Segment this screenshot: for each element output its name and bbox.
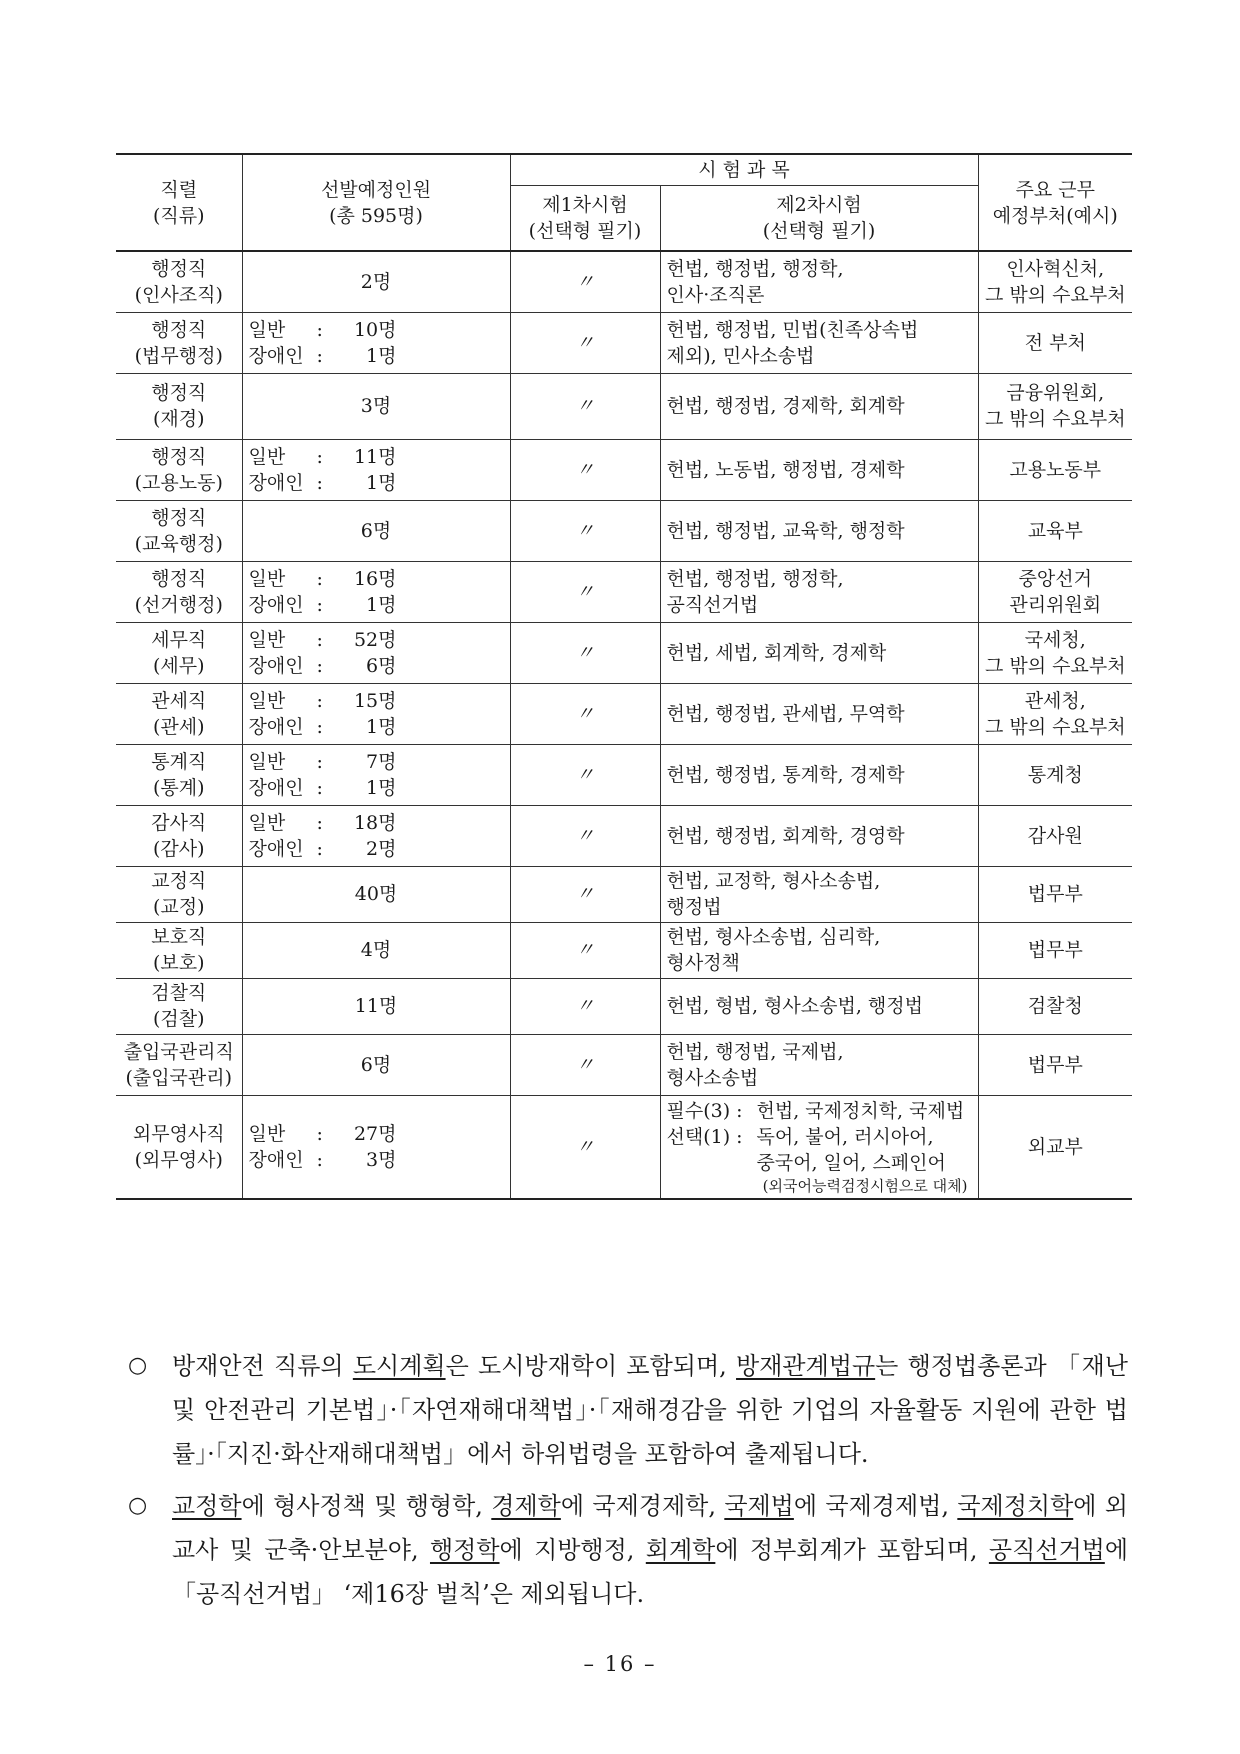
notes-section bbox=[128, 1344, 1128, 1624]
exam-subjects-table bbox=[116, 153, 1132, 1200]
first-exam-cell: 〃 bbox=[510, 683, 660, 744]
quota-cell: 일반 : 27명 장애인 : 3명 bbox=[242, 1095, 510, 1199]
job-cell: 관세직 (관세) bbox=[116, 683, 242, 744]
quota-cell: 11명 bbox=[242, 978, 510, 1034]
department-cell: 인사혁신처, 그 밖의 수요부처 bbox=[978, 251, 1132, 312]
header-quota: 선발예정인원 (총 595명) bbox=[242, 154, 510, 251]
second-exam-cell: 헌법, 형법, 형사소송법, 행정법 bbox=[660, 978, 978, 1034]
table-row bbox=[116, 805, 1132, 866]
quota-cell: 4명 bbox=[242, 922, 510, 978]
second-exam-cell: 헌법, 세법, 회계학, 경제학 bbox=[660, 622, 978, 683]
table-row bbox=[116, 866, 1132, 922]
bullet-icon: ○ bbox=[128, 1353, 148, 1378]
second-exam-cell: 헌법, 행정법, 행정학, 공직선거법 bbox=[660, 561, 978, 622]
department-cell: 검찰청 bbox=[978, 978, 1132, 1034]
note-1 bbox=[128, 1344, 1128, 1476]
header-job-series: 직렬 (직류) bbox=[116, 154, 242, 251]
quota-cell: 3명 bbox=[242, 373, 510, 439]
first-exam-cell: 〃 bbox=[510, 561, 660, 622]
table-row bbox=[116, 1095, 1132, 1199]
second-exam-cell: 헌법, 행정법, 회계학, 경영학 bbox=[660, 805, 978, 866]
department-cell: 법무부 bbox=[978, 866, 1132, 922]
table-row bbox=[116, 251, 1132, 312]
second-exam-cell: 헌법, 행정법, 행정학, 인사·조직론 bbox=[660, 251, 978, 312]
job-cell: 외무영사직 (외무영사) bbox=[116, 1095, 242, 1199]
first-exam-cell: 〃 bbox=[510, 312, 660, 373]
second-exam-cell: 헌법, 행정법, 민법(친족상속법 제외), 민사소송법 bbox=[660, 312, 978, 373]
table-row bbox=[116, 1034, 1132, 1095]
header-second-exam: 제2차시험 (선택형 필기) bbox=[660, 186, 978, 252]
job-cell: 검찰직 (검찰) bbox=[116, 978, 242, 1034]
note-2-text: 교정학에 형사정책 및 행형학, 경제학에 국제경제학, 국제법에 국제경제법, 국제정치학에 외교사 및 군축·안보분야, 행정학에 지방행정, 회계학에 정부회계가 포함되며, 공직선거법에 「공직선거법」 ‘제16장 벌칙’은 제외됩니다. bbox=[172, 1492, 1128, 1608]
first-exam-cell: 〃 bbox=[510, 251, 660, 312]
department-cell: 통계청 bbox=[978, 744, 1132, 805]
table-row bbox=[116, 500, 1132, 561]
second-exam-cell: 필수(3) : 헌법, 국제정치학, 국제법 선택(1) : 독어, 불어, 러시아어, 중국어, 일어, 스페인어 (외국어능력검정시험으로 대체) bbox=[660, 1095, 978, 1199]
first-exam-cell: 〃 bbox=[510, 1095, 660, 1199]
first-exam-cell: 〃 bbox=[510, 622, 660, 683]
second-exam-cell: 헌법, 형사소송법, 심리학, 형사정책 bbox=[660, 922, 978, 978]
department-cell: 외교부 bbox=[978, 1095, 1132, 1199]
table-body bbox=[116, 251, 1132, 1199]
table-row bbox=[116, 622, 1132, 683]
second-exam-cell: 헌법, 행정법, 교육학, 행정학 bbox=[660, 500, 978, 561]
department-cell: 전 부처 bbox=[978, 312, 1132, 373]
bullet-icon: ○ bbox=[128, 1493, 148, 1518]
job-cell: 행정직 (선거행정) bbox=[116, 561, 242, 622]
quota-cell: 일반 : 10명 장애인 : 1명 bbox=[242, 312, 510, 373]
department-cell: 고용노동부 bbox=[978, 439, 1132, 500]
second-exam-cell: 헌법, 행정법, 관세법, 무역학 bbox=[660, 683, 978, 744]
first-exam-cell: 〃 bbox=[510, 805, 660, 866]
first-exam-cell: 〃 bbox=[510, 1034, 660, 1095]
table-row bbox=[116, 683, 1132, 744]
quota-cell: 2명 bbox=[242, 251, 510, 312]
department-cell: 교육부 bbox=[978, 500, 1132, 561]
quota-cell: 일반 : 11명 장애인 : 1명 bbox=[242, 439, 510, 500]
department-cell: 법무부 bbox=[978, 1034, 1132, 1095]
job-cell: 세무직 (세무) bbox=[116, 622, 242, 683]
second-exam-cell: 헌법, 행정법, 통계학, 경제학 bbox=[660, 744, 978, 805]
job-cell: 출입국관리직 (출입국관리) bbox=[116, 1034, 242, 1095]
job-cell: 통계직 (통계) bbox=[116, 744, 242, 805]
department-cell: 중앙선거 관리위원회 bbox=[978, 561, 1132, 622]
table-row bbox=[116, 312, 1132, 373]
first-exam-cell: 〃 bbox=[510, 978, 660, 1034]
header-exam-subjects: 시 험 과 목 bbox=[510, 154, 978, 186]
page-number: – 16 – bbox=[583, 1652, 657, 1676]
job-cell: 감사직 (감사) bbox=[116, 805, 242, 866]
header-department: 주요 근무 예정부처(예시) bbox=[978, 154, 1132, 251]
second-exam-cell: 헌법, 행정법, 경제학, 회계학 bbox=[660, 373, 978, 439]
table-row bbox=[116, 439, 1132, 500]
department-cell: 관세청, 그 밖의 수요부처 bbox=[978, 683, 1132, 744]
note-1-text: 방재안전 직류의 도시계획은 도시방재학이 포함되며, 방재관계법규는 행정법총론과 「재난 및 안전관리 기본법」·「자연재해대책법」·「재해경감을 위한 기업의 자율활동 지원에 관한 법률」·「지진·화산재해대책법」에서 하위법령을 포함하여 출제됩니다. bbox=[172, 1352, 1128, 1468]
quota-cell: 일반 : 18명 장애인 : 2명 bbox=[242, 805, 510, 866]
first-exam-cell: 〃 bbox=[510, 439, 660, 500]
job-cell: 행정직 (인사조직) bbox=[116, 251, 242, 312]
department-cell: 법무부 bbox=[978, 922, 1132, 978]
department-cell: 금융위원회, 그 밖의 수요부처 bbox=[978, 373, 1132, 439]
job-cell: 행정직 (법무행정) bbox=[116, 312, 242, 373]
quota-cell: 일반 : 52명 장애인 : 6명 bbox=[242, 622, 510, 683]
quota-cell: 일반 : 7명 장애인 : 1명 bbox=[242, 744, 510, 805]
second-exam-cell: 헌법, 노동법, 행정법, 경제학 bbox=[660, 439, 978, 500]
first-exam-cell: 〃 bbox=[510, 922, 660, 978]
quota-cell: 6명 bbox=[242, 1034, 510, 1095]
quota-cell: 일반 : 15명 장애인 : 1명 bbox=[242, 683, 510, 744]
quota-cell: 40명 bbox=[242, 866, 510, 922]
first-exam-cell: 〃 bbox=[510, 744, 660, 805]
quota-cell: 일반 : 16명 장애인 : 1명 bbox=[242, 561, 510, 622]
second-exam-cell: 헌법, 교정학, 형사소송법, 행정법 bbox=[660, 866, 978, 922]
department-cell: 국세청, 그 밖의 수요부처 bbox=[978, 622, 1132, 683]
department-cell: 감사원 bbox=[978, 805, 1132, 866]
first-exam-cell: 〃 bbox=[510, 373, 660, 439]
job-cell: 행정직 (고용노동) bbox=[116, 439, 242, 500]
table-row bbox=[116, 922, 1132, 978]
first-exam-cell: 〃 bbox=[510, 866, 660, 922]
table-row bbox=[116, 744, 1132, 805]
first-exam-cell: 〃 bbox=[510, 500, 660, 561]
quota-cell: 6명 bbox=[242, 500, 510, 561]
job-cell: 행정직 (재경) bbox=[116, 373, 242, 439]
job-cell: 보호직 (보호) bbox=[116, 922, 242, 978]
second-exam-cell: 헌법, 행정법, 국제법, 형사소송법 bbox=[660, 1034, 978, 1095]
note-2 bbox=[128, 1484, 1128, 1616]
job-cell: 교정직 (교정) bbox=[116, 866, 242, 922]
header-first-exam: 제1차시험 (선택형 필기) bbox=[510, 186, 660, 252]
table-row bbox=[116, 978, 1132, 1034]
table-row bbox=[116, 373, 1132, 439]
job-cell: 행정직 (교육행정) bbox=[116, 500, 242, 561]
table-row bbox=[116, 561, 1132, 622]
